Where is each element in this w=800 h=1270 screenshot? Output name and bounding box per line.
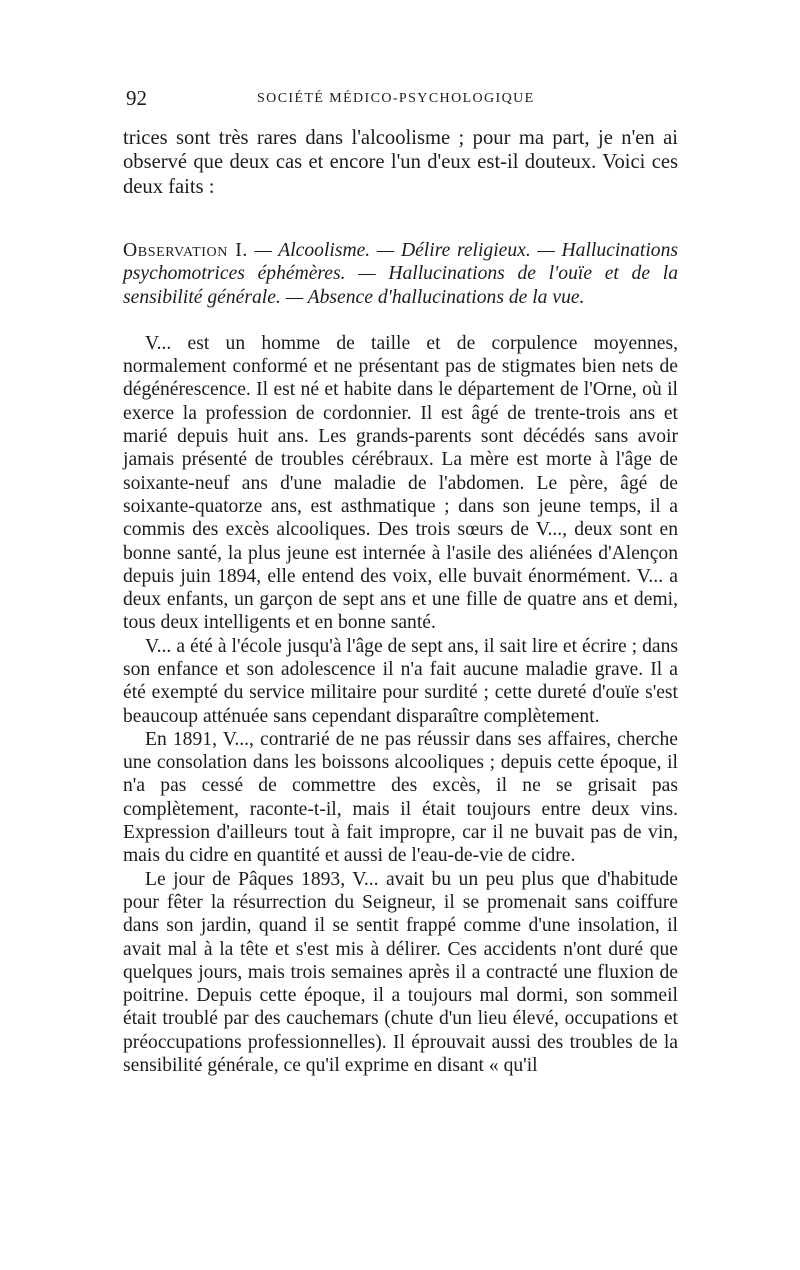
observation-heading: [123, 239, 678, 309]
journal-title: SOCIÉTÉ MÉDICO-PSYCHOLOGIQUE: [257, 91, 535, 106]
running-head: [123, 86, 678, 116]
page-number: 92: [126, 86, 147, 110]
paragraph: Le jour de Pâques 1893, V... avait bu un peu plus que d'habitude pour fêter la résurrection du Seigneur, il se promenait sans coiffure dans son jardin, quand il se sentit frappé comme d'une insolation, il avait mal à la tête et s'est mis à délirer. Ces accidents n'ont duré que quelques jours, mais trois semaines après il a contracté une fluxion de poitrine. Depuis cette époque, il a toujours mal dormi, son sommeil était troublé par des cauchemars (chute d'un lieu élevé, occupations et préoccupations professionnelles). Il éprouvait aussi des troubles de la sensibilité générale, ce qu'il exprime en disant « qu'il: [123, 868, 678, 1077]
intro-paragraph: trices sont très rares dans l'alcoolisme ; pour ma part, je n'en ai observé que deux cas et encore l'un d'eux est-il douteux. Voici ces deux faits :: [123, 127, 678, 198]
paragraph: V... est un homme de taille et de corpulence moyennes, normalement conformé et ne présentant pas de stigmates bien nets de dégénérescence. Il est né et habite dans le département de l'Orne, où il exerce la profession de cordonnier. Il est âgé de trente-trois ans et marié depuis huit ans. Les grands-parents sont décédés sans avoir jamais présenté de troubles cérébraux. La mère est morte à l'âge de soixante-neuf ans d'une maladie de l'abdomen. Le père, âgé de soixante-quatorze ans, est asthmatique ; dans son jeune temps, il a commis des excès alcooliques. Des trois sœurs de V..., deux sont en bonne santé, la plus jeune est internée à l'asile des aliénées d'Alençon depuis juin 1894, elle entend des voix, elle buvait énormément. V... a deux enfants, un garçon de sept ans et une fille de quatre ans et demi, tous deux intelligents et en bonne santé.: [123, 332, 678, 634]
document-page: [123, 86, 678, 1077]
body-text: [123, 332, 678, 1078]
observation-title: — Alcoolisme. — Délire religieux. — Hallucinations psychomotrices éphémères. — Hallucinations de l'ouïe et de la sensibilité générale. — Absence d'hallucinations de la vue.: [123, 240, 678, 308]
paragraph: V... a été à l'école jusqu'à l'âge de sept ans, il sait lire et écrire ; dans son enfance et son adolescence il n'a fait aucune maladie grave. Il a été exempté du service militaire pour surdité ; cette dureté d'ouïe s'est beaucoup atténuée sans cependant disparaître complètement.: [123, 635, 678, 727]
paragraph: En 1891, V..., contrarié de ne pas réussir dans ses affaires, cherche une consolation dans les boissons alcooliques ; depuis cette époque, il n'a pas cessé de commettre des excès, il ne se grisait pas complètement, raconte-t-il, mais il était toujours entre deux vins. Expression d'ailleurs tout à fait impropre, car il ne buvait pas de vin, mais du cidre en quantité et aussi de l'eau-de-vie de cidre.: [123, 728, 678, 867]
observation-label: Observation I.: [123, 240, 248, 262]
